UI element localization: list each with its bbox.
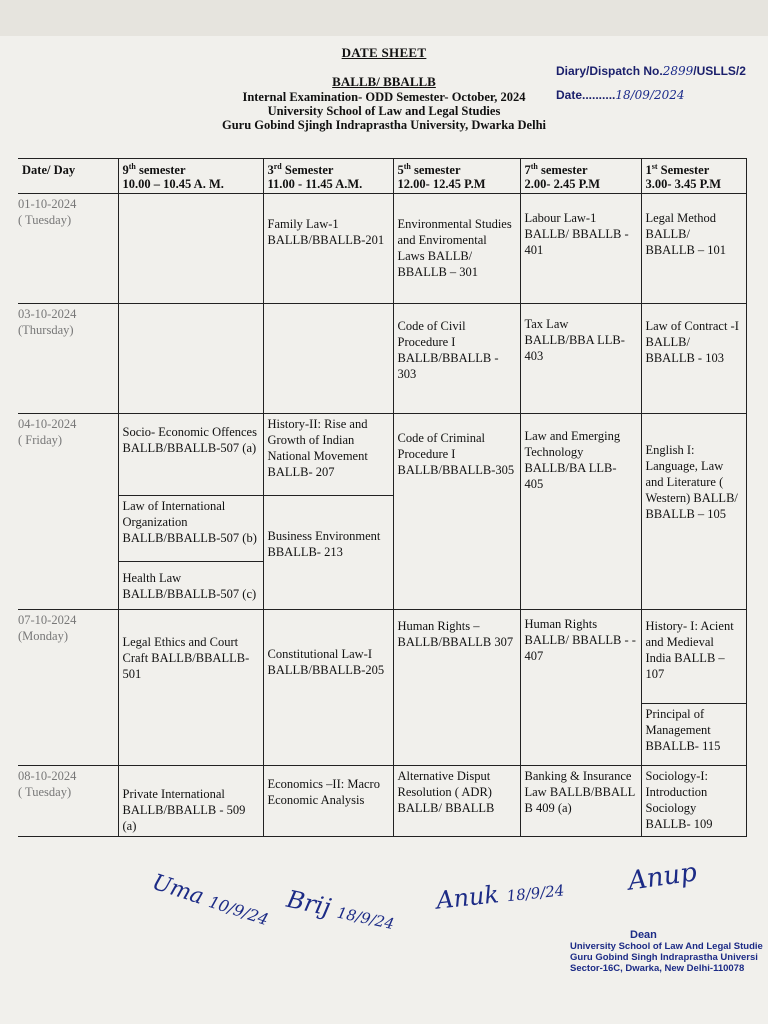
cell-3rd-a: History-II: Rise and Growth of Indian National Movement BALLB- 207	[263, 414, 393, 496]
cell-9th	[118, 304, 263, 414]
table-row	[18, 414, 746, 496]
header-5th-semester	[393, 159, 520, 194]
cell-5th: Code of Civil Procedure I BALLB/BBALLB - 303	[393, 304, 520, 414]
header-5th-time: 12.00- 12.45 P.M	[397, 177, 486, 191]
row-date: 01-10-2024 ( Tuesday)	[18, 194, 118, 304]
header-1st-time: 3.00- 3.45 P.M	[645, 177, 722, 191]
cell-1st: Law of Contract -I BALLB/ BBALLB - 103	[641, 304, 746, 414]
signature-2: Brij 18/9/24	[284, 884, 396, 934]
stamp-date-value: 18/09/2024	[615, 88, 685, 102]
dean-line-1: University School of Law And Legal Studie	[570, 941, 763, 952]
cell-7th: Labour Law-1 BALLB/ BBALLB - 401	[520, 194, 641, 304]
table-header-row	[18, 159, 746, 194]
cell-1st-a: History- I: Acient and Medieval India BALLB – 107	[641, 610, 746, 704]
cell-5th: Environmental Studies and Enviromental Laws BALLB/ BBALLB – 301	[393, 194, 520, 304]
cell-3rd: Economics –II: Macro Economic Analysis	[263, 766, 393, 837]
header-7th-semester	[520, 159, 641, 194]
header-3rd-label: 3rd Semester	[267, 161, 334, 177]
stamp-date-label: Date	[556, 88, 583, 102]
university-name: Guru Gobind Sjingh Indraprastha University, Dwarka Delhi	[221, 118, 547, 132]
table-row	[18, 610, 746, 704]
dean-line-3: Sector-16C, Dwarka, New Delhi-110078	[570, 963, 745, 974]
header-7th-label: 7th semester	[524, 161, 588, 177]
row-date: 04-10-2024 ( Friday)	[18, 414, 118, 610]
header-5th-label: 5th semester	[397, 161, 461, 177]
dean-signature: Anup	[626, 857, 699, 897]
cell-9th	[118, 194, 263, 304]
cell-9th-a: Socio- Economic Offences BALLB/BBALLB-507 (a)	[118, 414, 263, 496]
diary-number: 2899	[662, 64, 694, 78]
signature-1: Uma 10/9/24	[149, 869, 271, 930]
cell-3rd-b: Business Environment BBALLB- 213	[263, 496, 393, 610]
diary-suffix: /USLLS/2	[693, 64, 746, 78]
exam-name: Internal Examination- ODD Semester- October, 2024	[242, 90, 526, 104]
dean-title: Dean	[630, 929, 657, 941]
cell-5th: Alternative Disput Resolution ( ADR) BALLB/ BBALLB	[393, 766, 520, 837]
cell-3rd	[263, 304, 393, 414]
row-date: 03-10-2024 (Thursday)	[18, 304, 118, 414]
program-name: BALLB/ BBALLB	[332, 74, 436, 89]
date-sheet-table	[18, 158, 747, 837]
header-1st-label: 1st Semester	[645, 161, 710, 177]
scan-edge	[0, 0, 768, 36]
cell-7th: Tax Law BALLB/BBA LLB- 403	[520, 304, 641, 414]
cell-9th: Legal Ethics and Court Craft BALLB/BBALLB-501	[118, 610, 263, 766]
stamp-date: Date..........18/09/2024	[556, 88, 685, 102]
diary-dispatch-stamp	[556, 64, 746, 78]
diary-label: Diary/Dispatch No.	[556, 64, 663, 78]
table-row	[18, 304, 746, 414]
cell-3rd: Constitutional Law-I BALLB/BBALLB-205	[263, 610, 393, 766]
cell-9th-b: Law of International Organization BALLB/BBALLB-507 (b)	[118, 496, 263, 562]
cell-9th-c: Health Law BALLB/BBALLB-507 (c)	[118, 562, 263, 610]
cell-7th: Banking & Insurance Law BALLB/BBALL B 409 (a)	[520, 766, 641, 837]
header-9th-semester	[118, 159, 263, 194]
cell-1st: English I: Language, Law and Literature ( Western) BALLB/ BBALLB – 105	[641, 414, 746, 610]
cell-9th: Private International BALLB/BBALLB - 509 (a)	[118, 766, 263, 837]
header-3rd-semester	[263, 159, 393, 194]
table-row	[18, 766, 746, 837]
school-name: University School of Law and Legal Studies	[267, 104, 501, 118]
cell-5th: Human Rights – BALLB/BBALLB 307	[393, 610, 520, 766]
signature-3: Anuk 18/9/24	[434, 880, 566, 915]
table-row	[18, 194, 746, 304]
row-date: 08-10-2024 ( Tuesday)	[18, 766, 118, 837]
row-date: 07-10-2024 (Monday)	[18, 610, 118, 766]
cell-1st: Legal Method BALLB/ BBALLB – 101	[641, 194, 746, 304]
cell-7th: Law and Emerging Technology BALLB/BA LLB- 405	[520, 414, 641, 610]
cell-1st-b: Principal of Management BBALLB- 115	[641, 704, 746, 766]
cell-3rd: Family Law-1 BALLB/BBALLB-201	[263, 194, 393, 304]
dean-line-2: Guru Gobind Singh Indraprastha Universi	[570, 952, 758, 963]
dean-stamp	[570, 930, 768, 974]
cell-7th: Human Rights BALLB/ BBALLB - - 407	[520, 610, 641, 766]
cell-1st: Sociology-I: Introduction Sociology BALLB- 109	[641, 766, 746, 837]
cell-5th: Code of Criminal Procedure I BALLB/BBALLB-305	[393, 414, 520, 610]
header-9th-label: 9th semester	[122, 161, 186, 177]
header-date-day: Date/ Day	[18, 159, 118, 194]
header-9th-time: 10.00 – 10.45 A. M.	[122, 177, 224, 191]
header-7th-time: 2.00- 2.45 P.M	[524, 177, 601, 191]
header-3rd-time: 11.00 - 11.45 A.M.	[267, 177, 363, 191]
header-1st-semester	[641, 159, 746, 194]
document-title: DATE SHEET	[341, 45, 427, 60]
